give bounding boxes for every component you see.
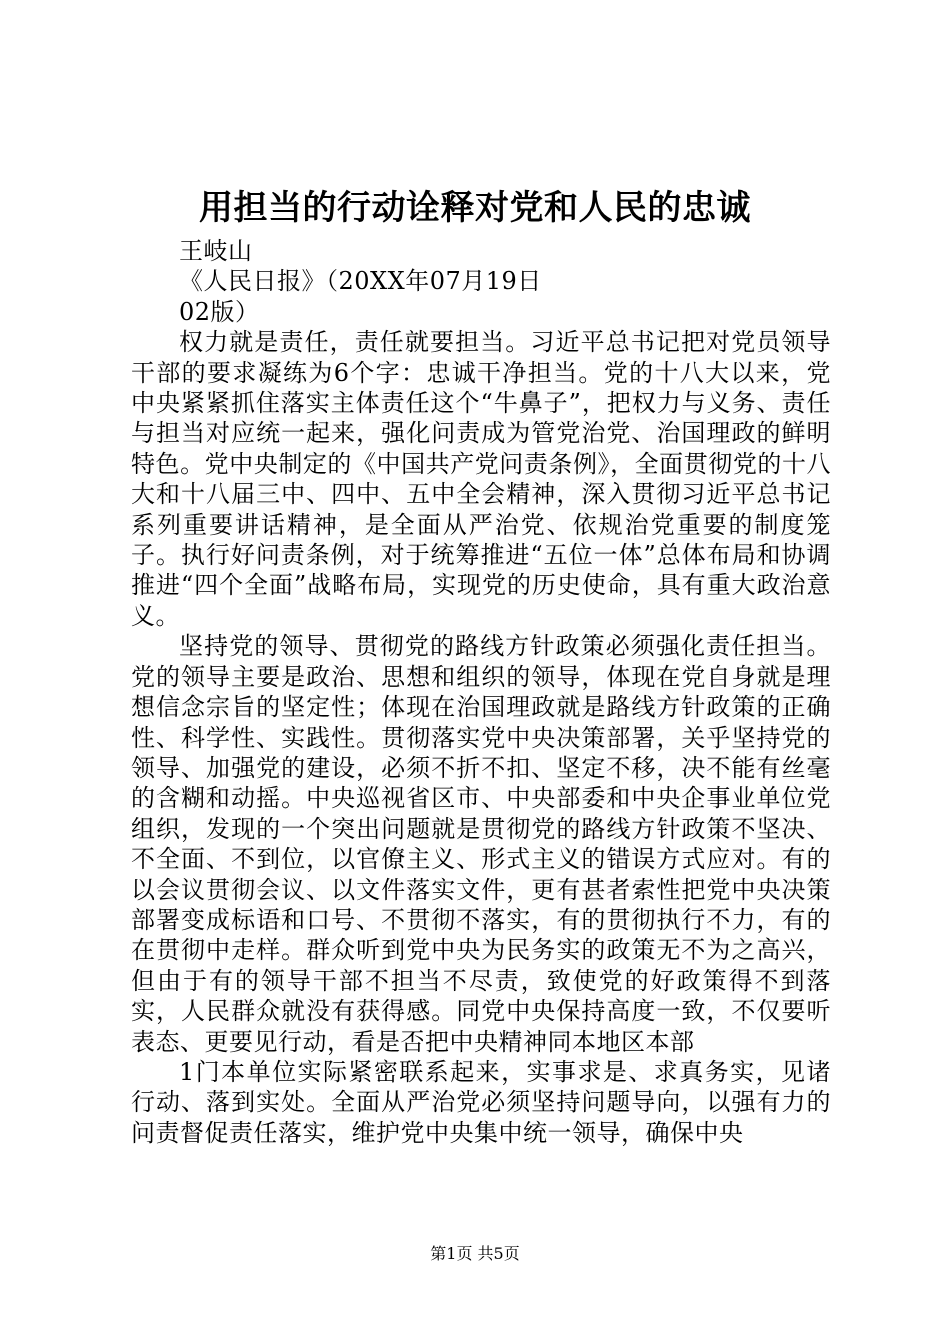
- document-body: [131, 236, 831, 1148]
- paragraph: 权力就是责任，责任就要担当。习近平总书记把对党员领导干部的要求凝练为6个字：忠诚干净担当。党的十八大以来，党中央紧紧抓住落实主体责任这个“牛鼻子”，把权力与义务、责任与担当对应统一起来，强化问责成为管党治党、治国理政的鲜明特色。党中央制定的《中国共产党问责条例》，全面贯彻党的十八大和十八届三中、四中、五中全会精神，深入贯彻习近平总书记系列重要讲话精神，是全面从严治党、依规治党重要的制度笼子。执行好问责条例，对于统筹推进“五位一体”总体布局和协调推进“四个全面”战略布局，实现党的历史使命，具有重大政治意义。: [131, 328, 831, 630]
- author-line: 王岐山: [179, 237, 253, 265]
- source-line-continued: 02版）: [179, 297, 260, 326]
- page-title: 用担当的行动诠释对党和人民的忠诚: [199, 188, 751, 228]
- paragraph: 1门本单位实际紧密联系起来，实事求是、求真务实，见诸行动、落到实处。全面从严治党必须坚持问题导向，以强有力的问责督促责任落实，维护党中央集中统一领导，确保中央: [131, 1057, 831, 1147]
- page-footer: 第1页 共5页: [430, 1244, 520, 1263]
- source-line: 《人民日报》（20XX年07月19日: [179, 267, 542, 296]
- paragraph: 坚持党的领导、贯彻党的路线方针政策必须强化责任担当。党的领导主要是政治、思想和组织的领导，体现在党自身就是理想信念宗旨的坚定性；体现在治国理政就是路线方针政策的正确性、科学性、实践性。贯彻落实党中央决策部署，关乎坚持党的领导、加强党的建设，必须不折不扣、坚定不移，决不能有丝毫的含糊和动摇。中央巡视省区市、中央部委和中央企事业单位党组织，发现的一个突出问题就是贯彻党的路线方针政策不坚决、不全面、不到位，以官僚主义、形式主义的错误方式应对。有的以会议贯彻会议、以文件落实文件，更有甚者索性把党中央决策部署变成标语和口号、不贯彻不落实，有的贯彻执行不力，有的在贯彻中走样。群众听到党中央为民务实的政策无不为之高兴，但由于有的领导干部不担当不尽责，致使党的好政策得不到落实，人民群众就没有获得感。同党中央保持高度一致，不仅要听表态、更要见行动，看是否把中央精神同本地区本部: [131, 632, 831, 1056]
